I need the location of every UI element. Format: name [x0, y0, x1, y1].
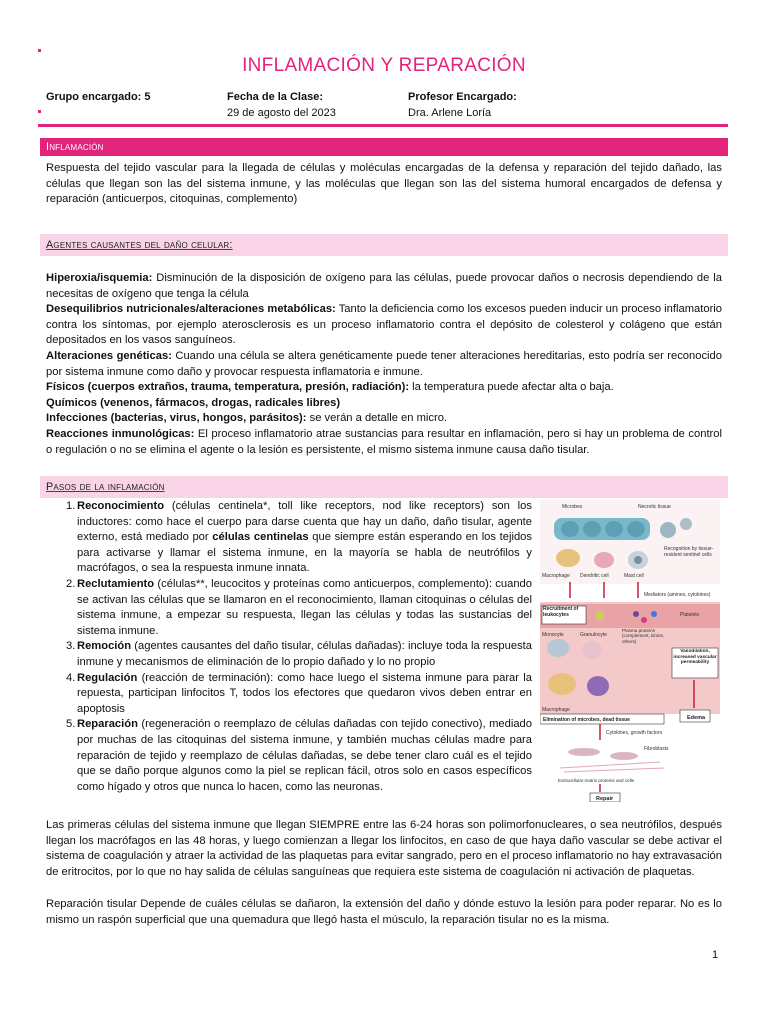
- page-number: 1: [712, 949, 719, 961]
- label-macrophage-2: Macrophage: [542, 707, 570, 713]
- label-recruitment-box: [543, 606, 585, 624]
- inflammation-steps-figure: [540, 500, 720, 802]
- matrix-fiber: [560, 762, 660, 768]
- label-ecm: Extracellular matrix proteins and cells: [558, 778, 635, 783]
- agent-text: la temperatura puede afectar alta o baja.: [409, 381, 614, 394]
- cell-icon: [605, 521, 623, 537]
- section-heading-pasos: Pasos de la inflamación: [40, 476, 728, 498]
- label-recruitment: Recruitment of leukocytes: [543, 606, 579, 618]
- agent-text: Tanto la deficiencia como los excesos pueden inducir un proceso inflamatorio contra los síntomas, por ejemplo aterosclerosis es un proceso inflamatorio contra el depósito de colesterol y colágeno que están depositados en los vasos sanguíneos.: [46, 303, 723, 347]
- macrophage-icon: [556, 549, 580, 567]
- label-plasma: Plasma proteins (complement, kinins, others): [622, 628, 665, 644]
- step-head: Remoción: [77, 640, 132, 653]
- step-head: Reparación: [77, 718, 138, 731]
- label-macrophage: Macrophage: [542, 573, 570, 579]
- cell-icon: [627, 521, 645, 537]
- agent-item: [46, 396, 722, 412]
- cell-icon: [583, 521, 601, 537]
- label-recognition-box: [664, 546, 720, 576]
- agent-term: Reacciones inmunológicas:: [46, 427, 195, 440]
- label-edema: Edema: [687, 715, 706, 721]
- label-vasodilation: Vasodilation, increased vascular permeability: [673, 649, 717, 666]
- protein-icon: [641, 617, 647, 623]
- step-head: Regulación: [77, 671, 138, 684]
- agent-term: Alteraciones genéticas:: [46, 349, 172, 362]
- protein-icon: [651, 611, 657, 617]
- section-heading-agentes: Agentes causantes del daño celular:: [40, 234, 728, 256]
- label-microbes: Microbes: [562, 504, 583, 510]
- step-item: [46, 499, 532, 577]
- label-fibroblasts: Fibroblasts: [644, 746, 669, 752]
- date-info: [227, 89, 336, 121]
- label-dendritic: Dendritic cell: [580, 573, 609, 579]
- fibroblast-icon: [568, 748, 600, 756]
- inflammation-diagram: [540, 500, 720, 802]
- step-text: (células centinela*, toll like receptors, nod like receptors) son los inductores: como hace el cuerpo para darse cuenta que hay un daño, daño tisular, agente externo, está mediado por: [77, 500, 532, 544]
- dendritic-cell-icon: [594, 552, 614, 568]
- agent-text: El proceso inflamatorio atrae sustancias para resultar en inflamación, pero si hay un problema de control o regulación o no se elimina el agente o la lesión es persistente, el mismo sistema inmune causa daño tisular.: [46, 427, 722, 456]
- date-value: 29 de agosto del 2023: [227, 107, 336, 119]
- label-plasma-box: [622, 628, 670, 652]
- necrotic-cell-icon: [680, 518, 692, 530]
- label-cytokines: Cytokines, growth factors: [606, 730, 663, 736]
- step-head: Reconocimiento: [77, 500, 165, 512]
- step-text: (células**, leucocitos y proteínas como anticuerpos, complemento): cuando se activan las células que se llamaron en el reconocimiento, llaman citoquinas o células del sistema inmune, a empezar su respuesta, llegan las células y todas las sustancias del sistema inmune.: [77, 577, 532, 637]
- professor-info: [408, 89, 517, 121]
- professor-value: Dra. Arlene Loría: [408, 107, 492, 119]
- agent-item: [46, 427, 722, 458]
- label-repair: Repair: [596, 796, 614, 802]
- agentes-list: [46, 271, 722, 458]
- agent-term: Infecciones (bacterias, virus, hongos, parásitos):: [46, 412, 307, 425]
- step-number: 1.: [66, 500, 76, 512]
- corner-mark-icon: [38, 49, 41, 52]
- macrophage-icon: [548, 673, 576, 695]
- group-label: Grupo encargado: 5: [46, 91, 151, 103]
- step-bold: células centinelas: [212, 531, 309, 544]
- step-text-end: que siempre están esperando en los tejidos para activarse y llamar el sistema inmune, en la mayoría se habla de neutrófilos y macrófagos, o sea la respuesta inmune innata.: [77, 531, 532, 575]
- agent-term: Químicos (venenos, fármacos, drogas, radicales libres): [46, 396, 341, 409]
- agent-item: [46, 411, 722, 427]
- step-number: 5.: [66, 718, 76, 731]
- label-vasodilation-box: [673, 649, 717, 677]
- granulocyte-icon: [582, 641, 602, 659]
- date-label: Fecha de la Clase:: [227, 91, 323, 103]
- step-number: 2.: [66, 577, 76, 590]
- steps-list: [46, 499, 532, 795]
- neutrophil-icon: [587, 676, 609, 696]
- monocyte-icon: [547, 639, 569, 657]
- label-granulocyte: Granulocyte: [580, 632, 607, 638]
- label-mast: Mast cell: [624, 573, 644, 579]
- agent-item: [46, 380, 722, 396]
- label-elimination: Elimination of microbes, dead tissue: [543, 717, 630, 723]
- step-text: (reacción de terminación): como hace luego el sistema inmune para parar la repuesta, participan linfocitos T, todos los efectores que quedaron vivos deben entrar en apoptosis: [77, 671, 532, 715]
- matrix-fiber: [564, 768, 664, 772]
- agent-term: Desequilibrios nutricionales/alteraciones metabólicas:: [46, 303, 336, 316]
- step-number: 4.: [66, 671, 76, 684]
- corner-mark-icon: [38, 110, 41, 113]
- step-item: [46, 639, 532, 670]
- inflamacion-definition: Respuesta del tejido vascular para la llegada de células y moléculas encargadas de la defensa y reparación del tejido dañado, las células que llegan son las del sistema inmune, y las moléculas que llegan son las del sistema humoral encargados de defensa y reparación (anticuerpos, citoquinas, complemento): [46, 162, 722, 206]
- label-monocyte: Monocyte: [542, 632, 564, 638]
- necrotic-cell-icon: [660, 522, 676, 538]
- step-number: 3.: [66, 640, 76, 653]
- agent-term: Físicos (cuerpos extraños, trauma, temperatura, presión, radiación):: [46, 381, 410, 394]
- section-heading-inflamacion: Inflamación: [40, 138, 728, 156]
- agent-item: [46, 271, 722, 302]
- step-item: [46, 671, 532, 718]
- header-divider: [38, 124, 728, 127]
- step-head: Reclutamiento: [77, 577, 155, 590]
- label-recognition: Recognition by tissue-resident sentinel cells: [664, 546, 714, 558]
- platelet-icon: [596, 612, 604, 620]
- professor-label: Profesor Encargado:: [408, 91, 517, 103]
- step-text: (agentes causantes del daño tisular, células dañadas): incluye toda la respuesta inmune y mecanismos de eliminación de lo propio dañado y lo no propio: [77, 640, 532, 668]
- page-title: INFLAMACIÓN Y REPARACIÓN: [242, 55, 526, 76]
- label-necrotic: Necrotic tissue: [638, 504, 671, 510]
- group-info: [46, 89, 151, 105]
- agent-text: Cuando una célula se altera genéticamente puede tener alteraciones hereditarias, esto podría ser reconocido por sistema inmune como daño y provocar respuesta inflamatoria e inmune.: [46, 349, 722, 378]
- agent-text: Disminución de la disposición de oxígeno para las células, puede provocar daños o necrosis dependiendo de la necesitas de oxígeno que tenga la célula: [46, 272, 722, 300]
- mast-cell-nucleus-icon: [634, 556, 642, 564]
- agent-item: [46, 349, 722, 380]
- step-item: [46, 577, 532, 639]
- label-mediators: Mediators (amines, cytokines): [644, 592, 711, 598]
- step-text: (regeneración o reemplazo de células dañadas con tejido conectivo), mediado por muchas de las citoquinas del sistema inmune, y también muchas células madre para reparación de tejido y reemplazo de células dañadas, se debe tener claro cuál es el tejido que se daño porque algunos como la piel se replican fácil, otros solo en casos específicos como hígado y otros que nunca lo hacen, como las neuronas.: [77, 718, 532, 793]
- step-item: [46, 717, 532, 795]
- closing-paragraph-1: Las primeras células del sistema inmune que llegan SIEMPRE entre las 6-24 horas son polimorfonucleares, o sea neutrófilos, después llegan los macrófagos en las 48 horas, y luego comienzan a llegar los linfocitos, en caso de que haya daño vascular se debe activar el sistema de coagulación y atraer la actividad de las plaquetas para evitar sangrado, pero en el proceso inflamatorio no hay extravasación de eritrocitos, por lo que no hay salida de células sanguíneas que requiera este sistema de coagulación ni activación de plaquetas.: [46, 819, 722, 878]
- agent-term: Hiperoxia/isquemia:: [46, 272, 153, 284]
- closing-paragraph-2: Reparación tisular Depende de cuáles células se dañaron, la extensión del daño y dónde estuvo la lesión para poder reparar. No es lo mismo un raspón superficial que una quemadura que llegó hasta el músculo, la reparación tisular no es la misma.: [46, 898, 722, 926]
- fibroblast-icon: [610, 752, 638, 760]
- agent-item: [46, 302, 722, 349]
- label-platelets: Platelets: [680, 612, 700, 618]
- agent-text: se verán a detalle en micro.: [306, 412, 448, 425]
- protein-icon: [633, 611, 639, 617]
- cell-icon: [561, 521, 579, 537]
